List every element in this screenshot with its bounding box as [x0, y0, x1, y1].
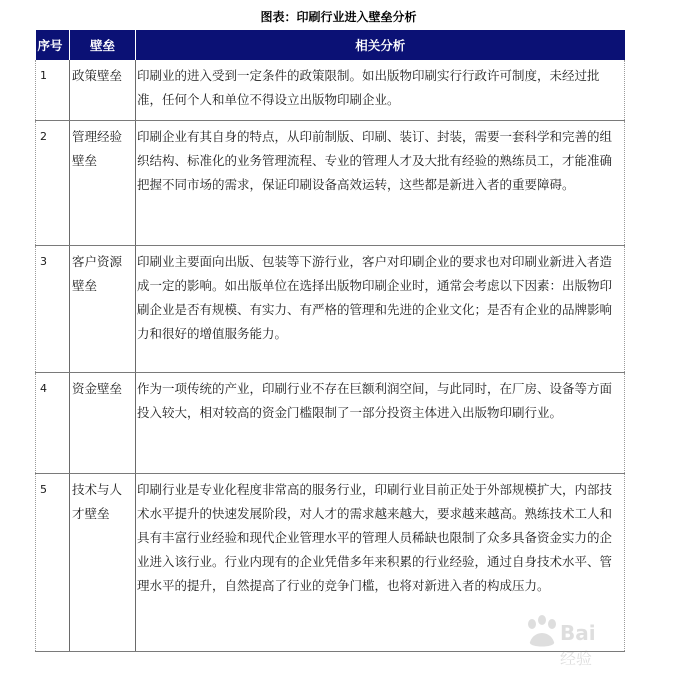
row-analysis: 作为一项传统的产业，印刷行业不存在巨额利润空间，与此同时，在厂房、设备等方面投入较大，相对较高的资金门槛限制了一部分投资主体进入出版物印刷行业。 — [136, 373, 625, 474]
row-barrier: 资金壁垒 — [70, 373, 136, 474]
row-analysis: 印刷业主要面向出版、包装等下游行业，客户对印刷企业的要求也对印刷业新进入者造成一定的影响。如出版单位在选择出版物印刷企业时，通常会考虑以下因素：出版物印刷企业是否有规模、有实力、有严格的管理和先进的企业文化；是否有企业的品牌影响力和很好的增值服务能力。 — [136, 246, 625, 373]
header-analysis: 相关分析 — [136, 30, 625, 60]
table-header-row — [36, 30, 625, 60]
row-number: 5 — [36, 474, 70, 652]
row-barrier: 客户资源壁垒 — [70, 246, 136, 373]
svg-text:Bai: Bai — [560, 621, 596, 645]
row-number: 4 — [36, 373, 70, 474]
header-barrier: 壁垒 — [70, 30, 136, 60]
row-analysis: 印刷企业有其自身的特点，从印前制版、印刷、装订、封装，需要一套科学和完善的组织结构、标准化的业务管理流程、专业的管理人才及大批有经验的熟练员工，才能准确把握不同市场的需求，保证印刷设备高效运转，这些都是新进入者的重要障碍。 — [136, 121, 625, 246]
baidu-watermark-logo — [520, 612, 638, 672]
chart-title: 图表：印刷行业进入壁垒分析 — [260, 10, 417, 24]
row-analysis: 印刷业的进入受到一定条件的政策限制。如出版物印刷实行行政许可制度，未经过批准，任何个人和单位不得设立出版物印刷企业。 — [136, 60, 625, 121]
table-row — [36, 246, 625, 373]
row-number: 3 — [36, 246, 70, 373]
row-analysis: 印刷行业是专业化程度非常高的服务行业，印刷行业目前正处于外部规模扩大，内部技术水平提升的快速发展阶段，对人才的需求越来越大，要求越来越高。熟练技术工人和具有丰富行业经验和现代企业管理水平的管理人员稀缺也限制了众多具备资金实力的企业进入该行业。行业内现有的企业凭借多年来积累的行业经验，通过自身技术水平、管理水平的提升，自然提高了行业的竞争门槛，也将对新进入者的构成压力。 — [136, 474, 625, 652]
table-row — [36, 121, 625, 246]
row-barrier: 管理经验壁垒 — [70, 121, 136, 246]
row-number: 2 — [36, 121, 70, 246]
row-barrier: 技术与人才壁垒 — [70, 474, 136, 652]
row-number: 1 — [36, 60, 70, 121]
header-number: 序号 — [36, 30, 70, 60]
table-row — [36, 60, 625, 121]
barrier-analysis-table — [35, 30, 625, 652]
row-barrier: 政策壁垒 — [70, 60, 136, 121]
svg-text:经验: 经验 — [560, 649, 593, 668]
table-row — [36, 373, 625, 474]
